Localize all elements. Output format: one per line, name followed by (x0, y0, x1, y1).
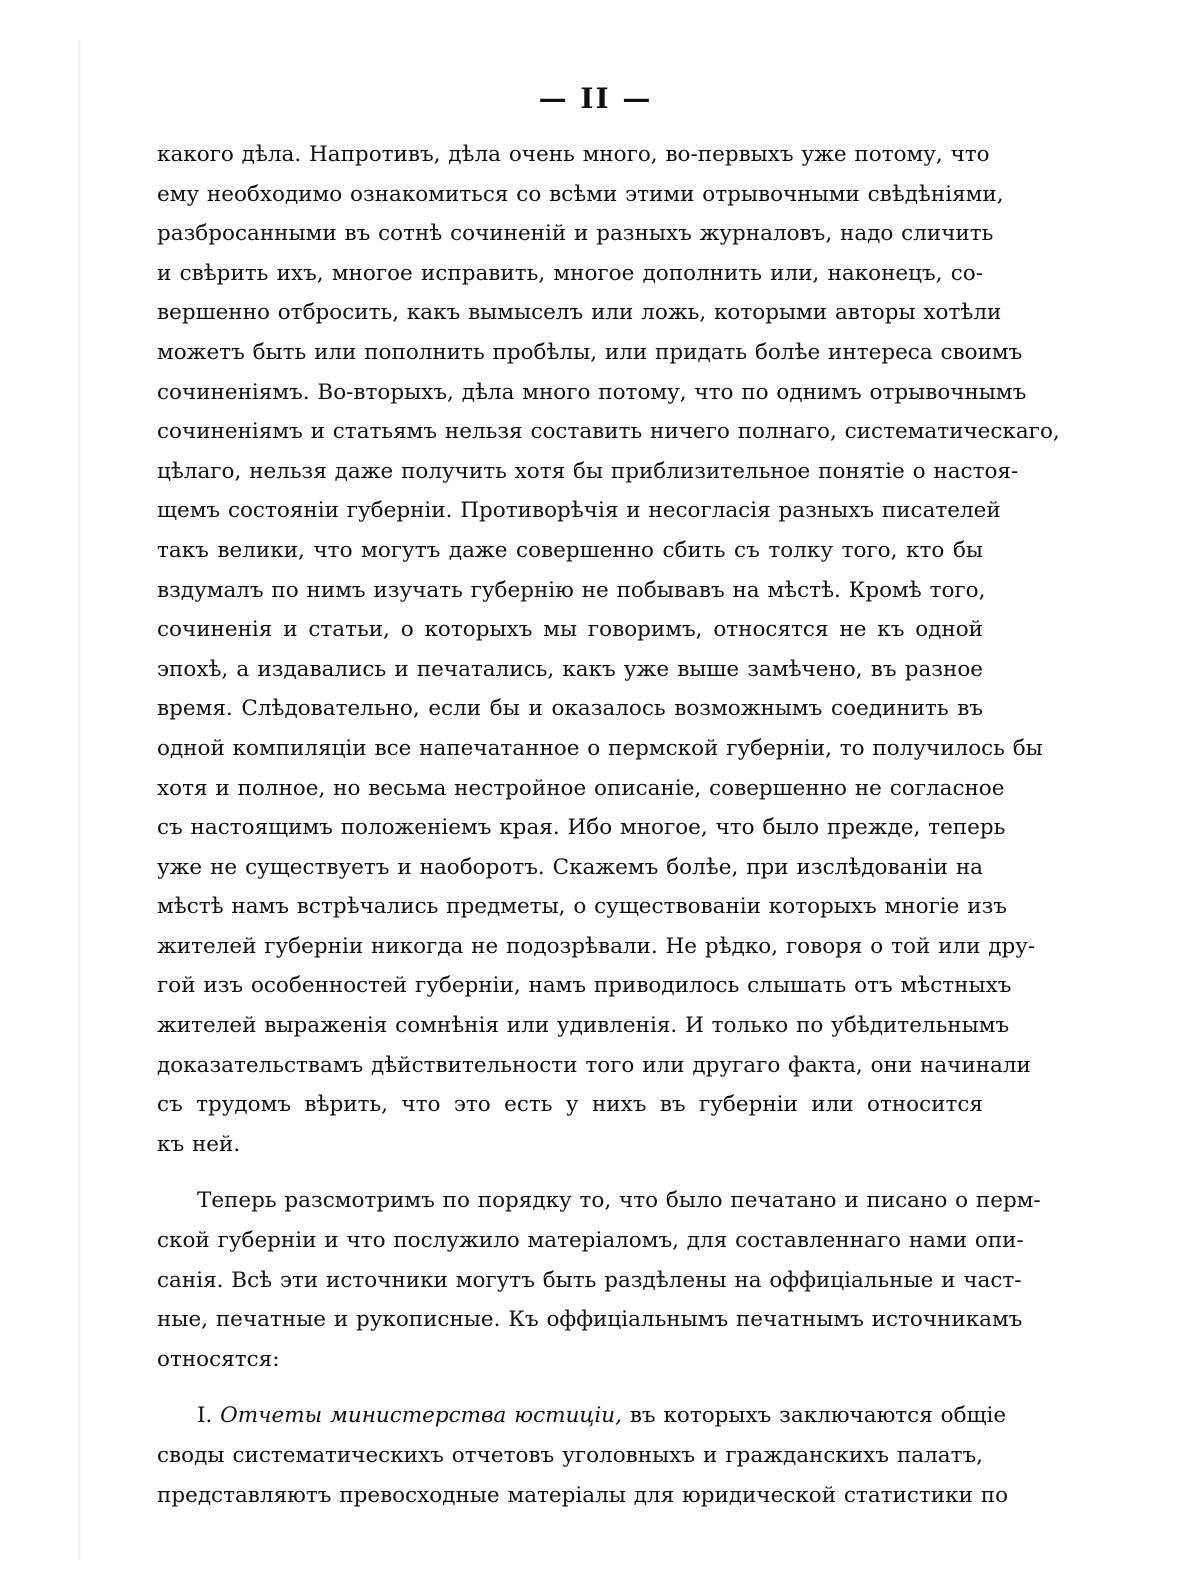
text-line: цѣлаго, нельзя даже получить хотя бы приблизительное понятіе о настоя- (157, 458, 1019, 484)
section-numeral: I. (197, 1403, 213, 1429)
text-line: своды систематическихъ отчетовъ уголовныхъ и гражданскихъ палатъ, (157, 1443, 983, 1468)
text-line: ные, печатные и рукописные. Къ оффиціальнымъ печатнымъ источникамъ (157, 1307, 1023, 1333)
paragraph-gap (157, 1379, 983, 1396)
text-line: съ трудомъ вѣрить, что это есть у нихъ въ губерніи или относится (157, 1092, 983, 1118)
paragraph-gap (157, 1164, 983, 1181)
text-line: можетъ быть или пополнить пробѣлы, или придать болѣе интереса своимъ (157, 339, 1023, 365)
scan-edge-shadow (78, 40, 82, 1560)
text-line: ской губерніи и что послужило матеріаломъ, для составленнаго нами опи- (157, 1228, 1024, 1254)
text-line: относятся: (157, 1346, 280, 1372)
text-line: мѣстѣ намъ встрѣчались предметы, о существованіи которыхъ многіе изъ (157, 894, 1007, 920)
body-text (157, 135, 1060, 1515)
page-number: — II — (538, 82, 653, 115)
text-line: щемъ состояніи губерніи. Противорѣчія и несогласія разныхъ писателей (157, 498, 1001, 524)
text-line-rest: въ которыхъ заключаются общіе (629, 1403, 1007, 1429)
paragraph-2 (157, 1181, 1041, 1379)
text-line: сочиненія и статьи, о которыхъ мы говоримъ, относятся не къ одной (157, 617, 983, 643)
text-line: къ ней. (157, 1131, 241, 1157)
text-line: вздумалъ по нимъ изучать губернію не побывавъ на мѣстѣ. Кромѣ того, (157, 577, 986, 603)
text-line: сочиненіямъ. Во-вторыхъ, дѣла много потому, что по однимъ отрывочнымъ (157, 379, 1027, 405)
text-line: такъ велики, что могутъ даже совершенно сбить съ толку того, кто бы (157, 537, 983, 563)
text-line: Теперь разсмотримъ по порядку то, что было печатано и писано о перм- (197, 1188, 1041, 1214)
text-line: одной компиляціи все напечатанное о пермской губерніи, то получилось бы (157, 735, 1043, 761)
paragraph-1 (157, 135, 1060, 1164)
italic-source-title: Отчеты министерства юстиціи, (220, 1403, 622, 1429)
text-line: гой изъ особенностей губерніи, намъ приводилось слышать отъ мѣстныхъ (157, 973, 1012, 999)
text-line: и свѣрить ихъ, многое исправить, многое дополнить или, наконецъ, со- (157, 260, 983, 286)
text-line: санія. Всѣ эти источники могутъ быть раздѣлены на оффиціальные и част- (157, 1267, 1022, 1293)
text-line: жителей выраженія сомнѣнія или удивленія. И только по убѣдительнымъ (157, 1013, 1010, 1039)
text-line: сочиненіямъ и статьямъ нельзя составить ничего полнаго, систематическаго, (157, 419, 1060, 445)
text-line: эпохѣ, а издавались и печатались, какъ уже выше замѣчено, въ разное (157, 656, 983, 682)
text-line: какого дѣла. Напротивъ, дѣла очень много, во-первыхъ уже потому, что (157, 142, 990, 167)
text-line: время. Слѣдовательно, если бы и оказалось возможнымъ соединить въ (157, 696, 983, 722)
text-line: ему необходимо ознакомиться со всѣми этими отрывочными свѣдѣніями, (157, 181, 1004, 207)
text-line: жителей губерніи никогда не подозрѣвали. Не рѣдко, говоря о той или дру- (157, 933, 1036, 959)
text-line: доказательствамъ дѣйствительности того или другаго факта, они начинали (157, 1052, 1031, 1078)
text-line: представляютъ превосходные матеріалы для юридической статистики по (157, 1482, 1009, 1508)
text-line: разбросанными въ сотнѣ сочиненій и разныхъ журналовъ, надо сличить (157, 221, 994, 247)
text-line: съ настоящимъ положеніемъ края. Ибо многое, что было прежде, теперь (157, 815, 1006, 841)
text-line: хотя и полное, но весьма нестройное описаніе, совершенно не согласное (157, 775, 1005, 801)
paragraph-3 (157, 1396, 1009, 1515)
text-line: уже не существуетъ и наоборотъ. Скажемъ болѣе, при изслѣдованіи на (157, 854, 983, 880)
text-line: вершенно отбросить, какъ вымыселъ или ложь, которыми авторы хотѣли (157, 300, 1002, 326)
text-line-first (157, 1396, 1007, 1436)
